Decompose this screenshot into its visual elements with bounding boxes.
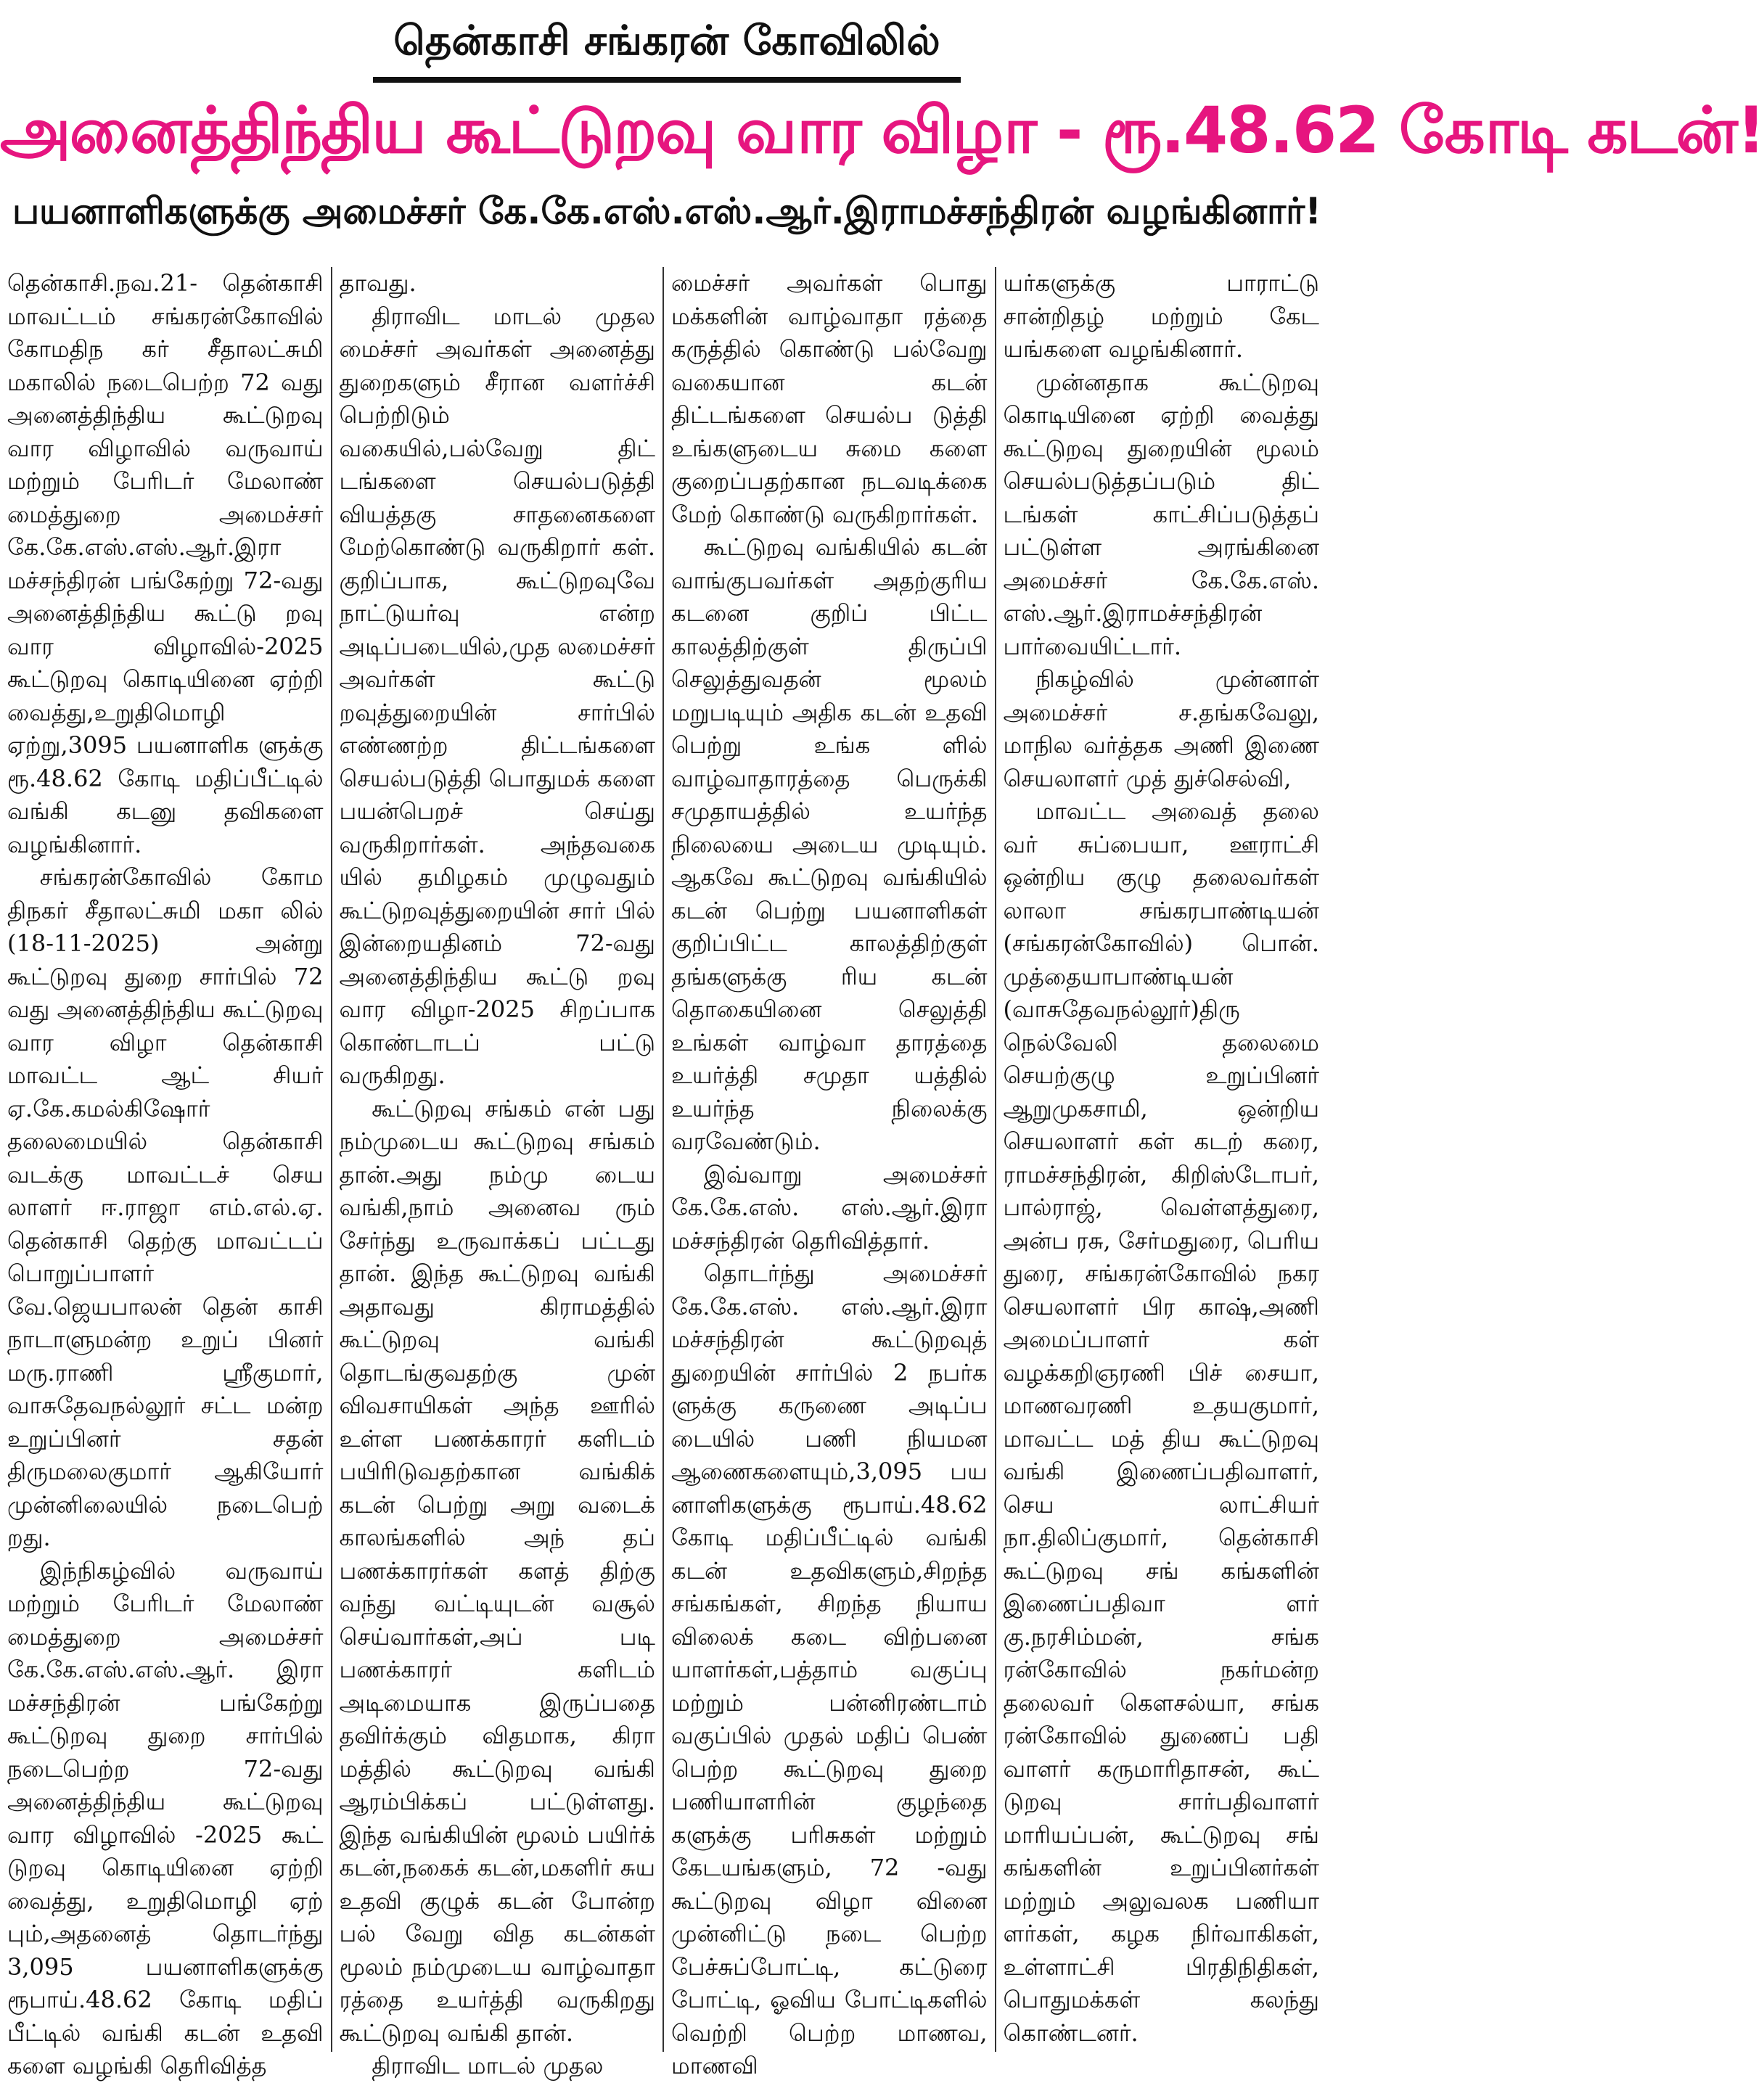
column-1	[7, 267, 332, 2079]
headline: அனைத்திந்திய கூட்டுறவு வார விழா - ரூ.48.62 கோடி கடன்!	[0, 93, 1764, 168]
paragraph: இந்நிகழ்வில் வருவாய் மற்றும் பேரிடர் மேலாண் மைத்துறை அமைச்சர் கே.கே.எஸ்.எஸ்.ஆர். இரா மச்சந்திரன் பங்கேற்று கூட்டுறவு துறை சார்பில் நடைபெற்ற 72-வது அனைத்திந்திய கூட்டுறவு வார விழாவில் -2025 கூட் டுறவு கொடியினை ஏற்றி வைத்து, உறுதிமொழி ஏற் பும்,அதனைத் தொடர்ந்து 3,095 பயனாளிகளுக்கு ரூபாய்.48.62 கோடி மதிப் பீட்டில் வங்கி கடன் உதவி களை வழங்கி தெரிவித்த	[7, 1556, 324, 2079]
paragraph: தென்காசி.நவ.21- தென்காசி மாவட்டம் சங்கரன்கோவில் கோமதிந கர் சீதாலட்சுமி மகாலில் நடைபெற்ற 72 வது அனைத்திந்திய கூட்டுறவு வார விழாவில் வருவாய் மற்றும் பேரிடர் மேலாண் மைத்துறை அமைச்சர் கே.கே.எஸ்.எஸ்.ஆர்.இரா மச்சந்திரன் பங்கேற்று 72-வது அனைத்திந்திய கூட்டு றவு வார விழாவில்-2025 கூட்டுறவு கொடியினை ஏற்றி வைத்து,உறுதிமொழி ஏற்று,3095 பயனாளிக ளுக்கு ரூ.48.62 கோடி மதிப்பீட்டில் வங்கி கடனு தவிகளை வழங்கினார்.	[7, 269, 324, 858]
column-2	[339, 267, 665, 2079]
column-4	[1004, 267, 1327, 2052]
paragraph: கூட்டுறவு வங்கியில் கடன் வாங்குபவர்கள் அதற்குரிய கடனை குறிப் பிட்ட காலத்திற்குள் திருப்பி செலுத்துவதன் மூலம் மறுபடியும் அதிக கடன் உதவி பெற்று உங்க ளில் வாழ்வாதாரத்தை பெருக்கி சமுதாயத்தில் உயர்ந்த நிலையை அடைய முடியும். ஆகவே கூட்டுறவு வங்கியில் கடன் பெற்று பயனாளிகள் குறிப்பிட்ட காலத்திற்குள் தங்களுக்கு ரிய கடன் தொகையினை செலுத்தி உங்கள் வாழ்வா தாரத்தை உயர்த்தி சமுதா யத்தில் உயர்ந்த நிலைக்கு வரவேண்டும்.	[671, 533, 988, 1155]
paragraph: திராவிட மாடல் முதல	[372, 2052, 604, 2079]
paragraph: தொடர்ந்து அமைச்சர் கே.கே.எஸ். எஸ்.ஆர்.இரா மச்சந்திரன் கூட்டுறவுத் துறையின் சார்பில் 2 நபர்க ளுக்கு கருணை அடிப்ப டையில் பணி நியமன ஆணைகளையும்,3,095 பய னாளிகளுக்கு ரூபாய்.48.62 கோடி மதிப்பீட்டில் வங்கி கடன் உதவிகளும்,சிறந்த சங்கங்கள், சிறந்த நியாய விலைக் கடை விற்பனை யாளர்கள்,பத்தாம் வகுப்பு மற்றும் பன்னிரண்டாம் வகுப்பில் முதல் மதிப் பெண் பெற்ற கூட்டுறவு துறை பணியாளரின் குழந்தை களுக்கு பரிசுகள் மற்றும் கேடயங்களும், 72 -வது கூட்டுறவு விழா வினை முன்னிட்டு நடை பெற்ற பேச்சுப்போட்டி, கட்டுரை போட்டி, ஓவிய போட்டிகளில் வெற்றி பெற்ற மாணவ, மாணவி	[671, 1260, 988, 2079]
column-3	[671, 267, 996, 2079]
paragraph: கூட்டுறவு சங்கம் என் பது நம்முடைய கூட்டுறவு சங்கம் தான்.அது நம்மு டைய வங்கி,நாம் அனைவ ரும் சேர்ந்து உருவாக்கப் பட்டது தான். இந்த கூட்டுறவு வங்கி அதாவது கிராமத்தில் கூட்டுறவு வங்கி தொடங்குவதற்கு முன் விவசாயிகள் அந்த ஊரில் உள்ள பணக்காரர் களிடம் பயிரிடுவதற்கான வங்கிக் கடன் பெற்று அறு வடைக் காலங்களில் அந் தப் பணக்காரர்கள் களத் திற்கு வந்து வட்டியுடன் வசூல் செய்வார்கள்,அப் படி பணக்காரர் களிடம் அடிமையாக இருப்பதை தவிர்க்கும் விதமாக, கிரா மத்தில் கூட்டுறவு வங்கி ஆரம்பிக்கப் பட்டுள்ளது. இந்த வங்கியின் மூலம் பயிர்க் கடன்,நகைக் கடன்,மகளிர் சுய உதவி குழுக் கடன் போன்ற பல் வேறு வித கடன்கள் மூலம் நம்முடைய வாழ்வாதா ரத்தை உயர்த்தி வருகிறது கூட்டுறவு வங்கி தான்.	[339, 1094, 655, 2047]
paragraph: மைச்சர் அவர்கள் பொது மக்களின் வாழ்வாதா ரத்தை கருத்தில் கொண்டு பல்வேறு வகையான கடன் திட்டங்களை செயல்ப டுத்தி உங்களுடைய சுமை களை குறைப்பதற்கான நடவடிக்கை மேற் கொண்டு வருகிறார்கள்.	[671, 269, 988, 528]
subheadline: பயனாளிகளுக்கு அமைச்சர் கே.கே.எஸ்.எஸ்.ஆர்.இராமச்சந்திரன் வழங்கினார்!	[12, 190, 1322, 232]
paragraph: யர்களுக்கு பாராட்டு சான்றிதழ் மற்றும் கேட யங்களை வழங்கினார்.	[1003, 269, 1319, 363]
paragraph: மாவட்ட அவைத் தலை வர் சுப்பையா, ஊராட்சி ஒன்றிய குழு தலைவர்கள் லாலா சங்கரபாண்டியன் (சங்கரன்கோவில்) பொன். முத்தையாபாண்டியன் (வாசுதேவநல்லூர்)திரு நெல்வேலி தலைமை செயற்குழு உறுப்பினர் ஆறுமுகசாமி, ஒன்றிய செயலாளர் கள் கடற் கரை, ராமச்சந்திரன், கிறிஸ்டோபர், பால்ராஜ், வெள்ளத்துரை, அன்ப ரசு, சேர்மதுரை, பெரிய துரை, சங்கரன்கோவில் நகர செயலாளர் பிர காஷ்,அணி அமைப்பாளர் கள் வழக்கறிஞரணி பிச் சையா, மாணவரணி உதயகுமார், மாவட்ட மத் திய கூட்டுறவு வங்கி இணைப்பதிவாளர், செய லாட்சியர் நா.திலிப்குமார், தென்காசி கூட்டுறவு சங் கங்களின் இணைப்பதிவா ளர் கு.நரசிம்மன், சங்க ரன்கோவில் நகர்மன்ற தலைவர் கௌசல்யா, சங்க ரன்கோவில் துணைப் பதி வாளர் கருமாரிதாசன், கூட் டுறவு சார்பதிவாளர் மாரியப்பன், கூட்டுறவு சங் கங்களின் உறுப்பினர்கள் மற்றும் அலுவலக பணியா ளர்கள், கழக நிர்வாகிகள், உள்ளாட்சி பிரதிநிதிகள், பொதுமக்கள் கலந்து கொண்டனர்.	[1003, 797, 1319, 2047]
paragraph: இவ்வாறு அமைச்சர் கே.கே.எஸ். எஸ்.ஆர்.இரா மச்சந்திரன் தெரிவித்தார்.	[671, 1160, 988, 1254]
kicker: தென்காசி சங்கரன் கோவிலில்	[373, 13, 960, 83]
kicker-wrap	[0, 13, 1334, 83]
paragraph: திராவிட மாடல் முதல மைச்சர் அவர்கள் அனைத்து துறைகளும் சீரான வளர்ச்சி பெற்றிடும் வகையில்,பல்வேறு திட் டங்களை செயல்படுத்தி வியத்தகு சாதனைகளை மேற்கொண்டு வருகிறார் கள். குறிப்பாக, கூட்டுறவுவே நாட்டுயர்வு என்ற அடிப்படையில்,முத லமைச்சர் அவர்கள் கூட்டு றவுத்துறையின் சார்பில் எண்ணற்ற திட்டங்களை செயல்படுத்தி பொதுமக் களை பயன்பெறச் செய்து வருகிறார்கள். அந்தவகை யில் தமிழகம் முழுவதும் கூட்டுறவுத்துறையின் சார் பில் இன்றையதினம் 72-வது அனைத்திந்திய கூட்டு றவு வார விழா-2025 சிறப்பாக கொண்டாடப் பட்டு வருகிறது.	[339, 302, 655, 1089]
paragraph: தாவது.	[339, 269, 417, 297]
paragraph: முன்னதாக கூட்டுறவு கொடியினை ஏற்றி வைத்து கூட்டுறவு துறையின் மூலம் செயல்படுத்தப்படும் திட் டங்கள் காட்சிப்படுத்தப் பட்டுள்ள அரங்கினை அமைச்சர் கே.கே.எஸ். எஸ்.ஆர்.இராமச்சந்திரன் பார்வையிட்டார்.	[1003, 368, 1319, 660]
article-body	[7, 267, 1326, 2079]
paragraph: சங்கரன்கோவில் கோம திநகர் சீதாலட்சுமி மகா லில் (18-11-2025) அன்று கூட்டுறவு துறை சார்பில் 72 வது அனைத்திந்திய கூட்டுறவு வார விழா தென்காசி மாவட்ட ஆட் சியர் ஏ.கே.கமல்கிஷோர் தலைமையில் தென்காசி வடக்கு மாவட்டச் செய லாளர் ஈ.ராஜா எம்.எல்.ஏ. தென்காசி தெற்கு மாவட்டப் பொறுப்பாளர் வே.ஜெயபாலன் தென் காசி நாடாளுமன்ற உறுப் பினர் மரு.ராணி ஸ்ரீகுமார், வாசுதேவநல்லூர் சட்ட மன்ற உறுப்பினர் சதன் திருமலைகுமார் ஆகியோர் முன்னிலையில் நடைபெற் றது.	[7, 863, 324, 1551]
paragraph: நிகழ்வில் முன்னாள் அமைச்சர் ச.தங்கவேலு, மாநில வர்த்தக அணி இணை செயலாளர் முத் துச்செல்வி,	[1003, 665, 1319, 792]
